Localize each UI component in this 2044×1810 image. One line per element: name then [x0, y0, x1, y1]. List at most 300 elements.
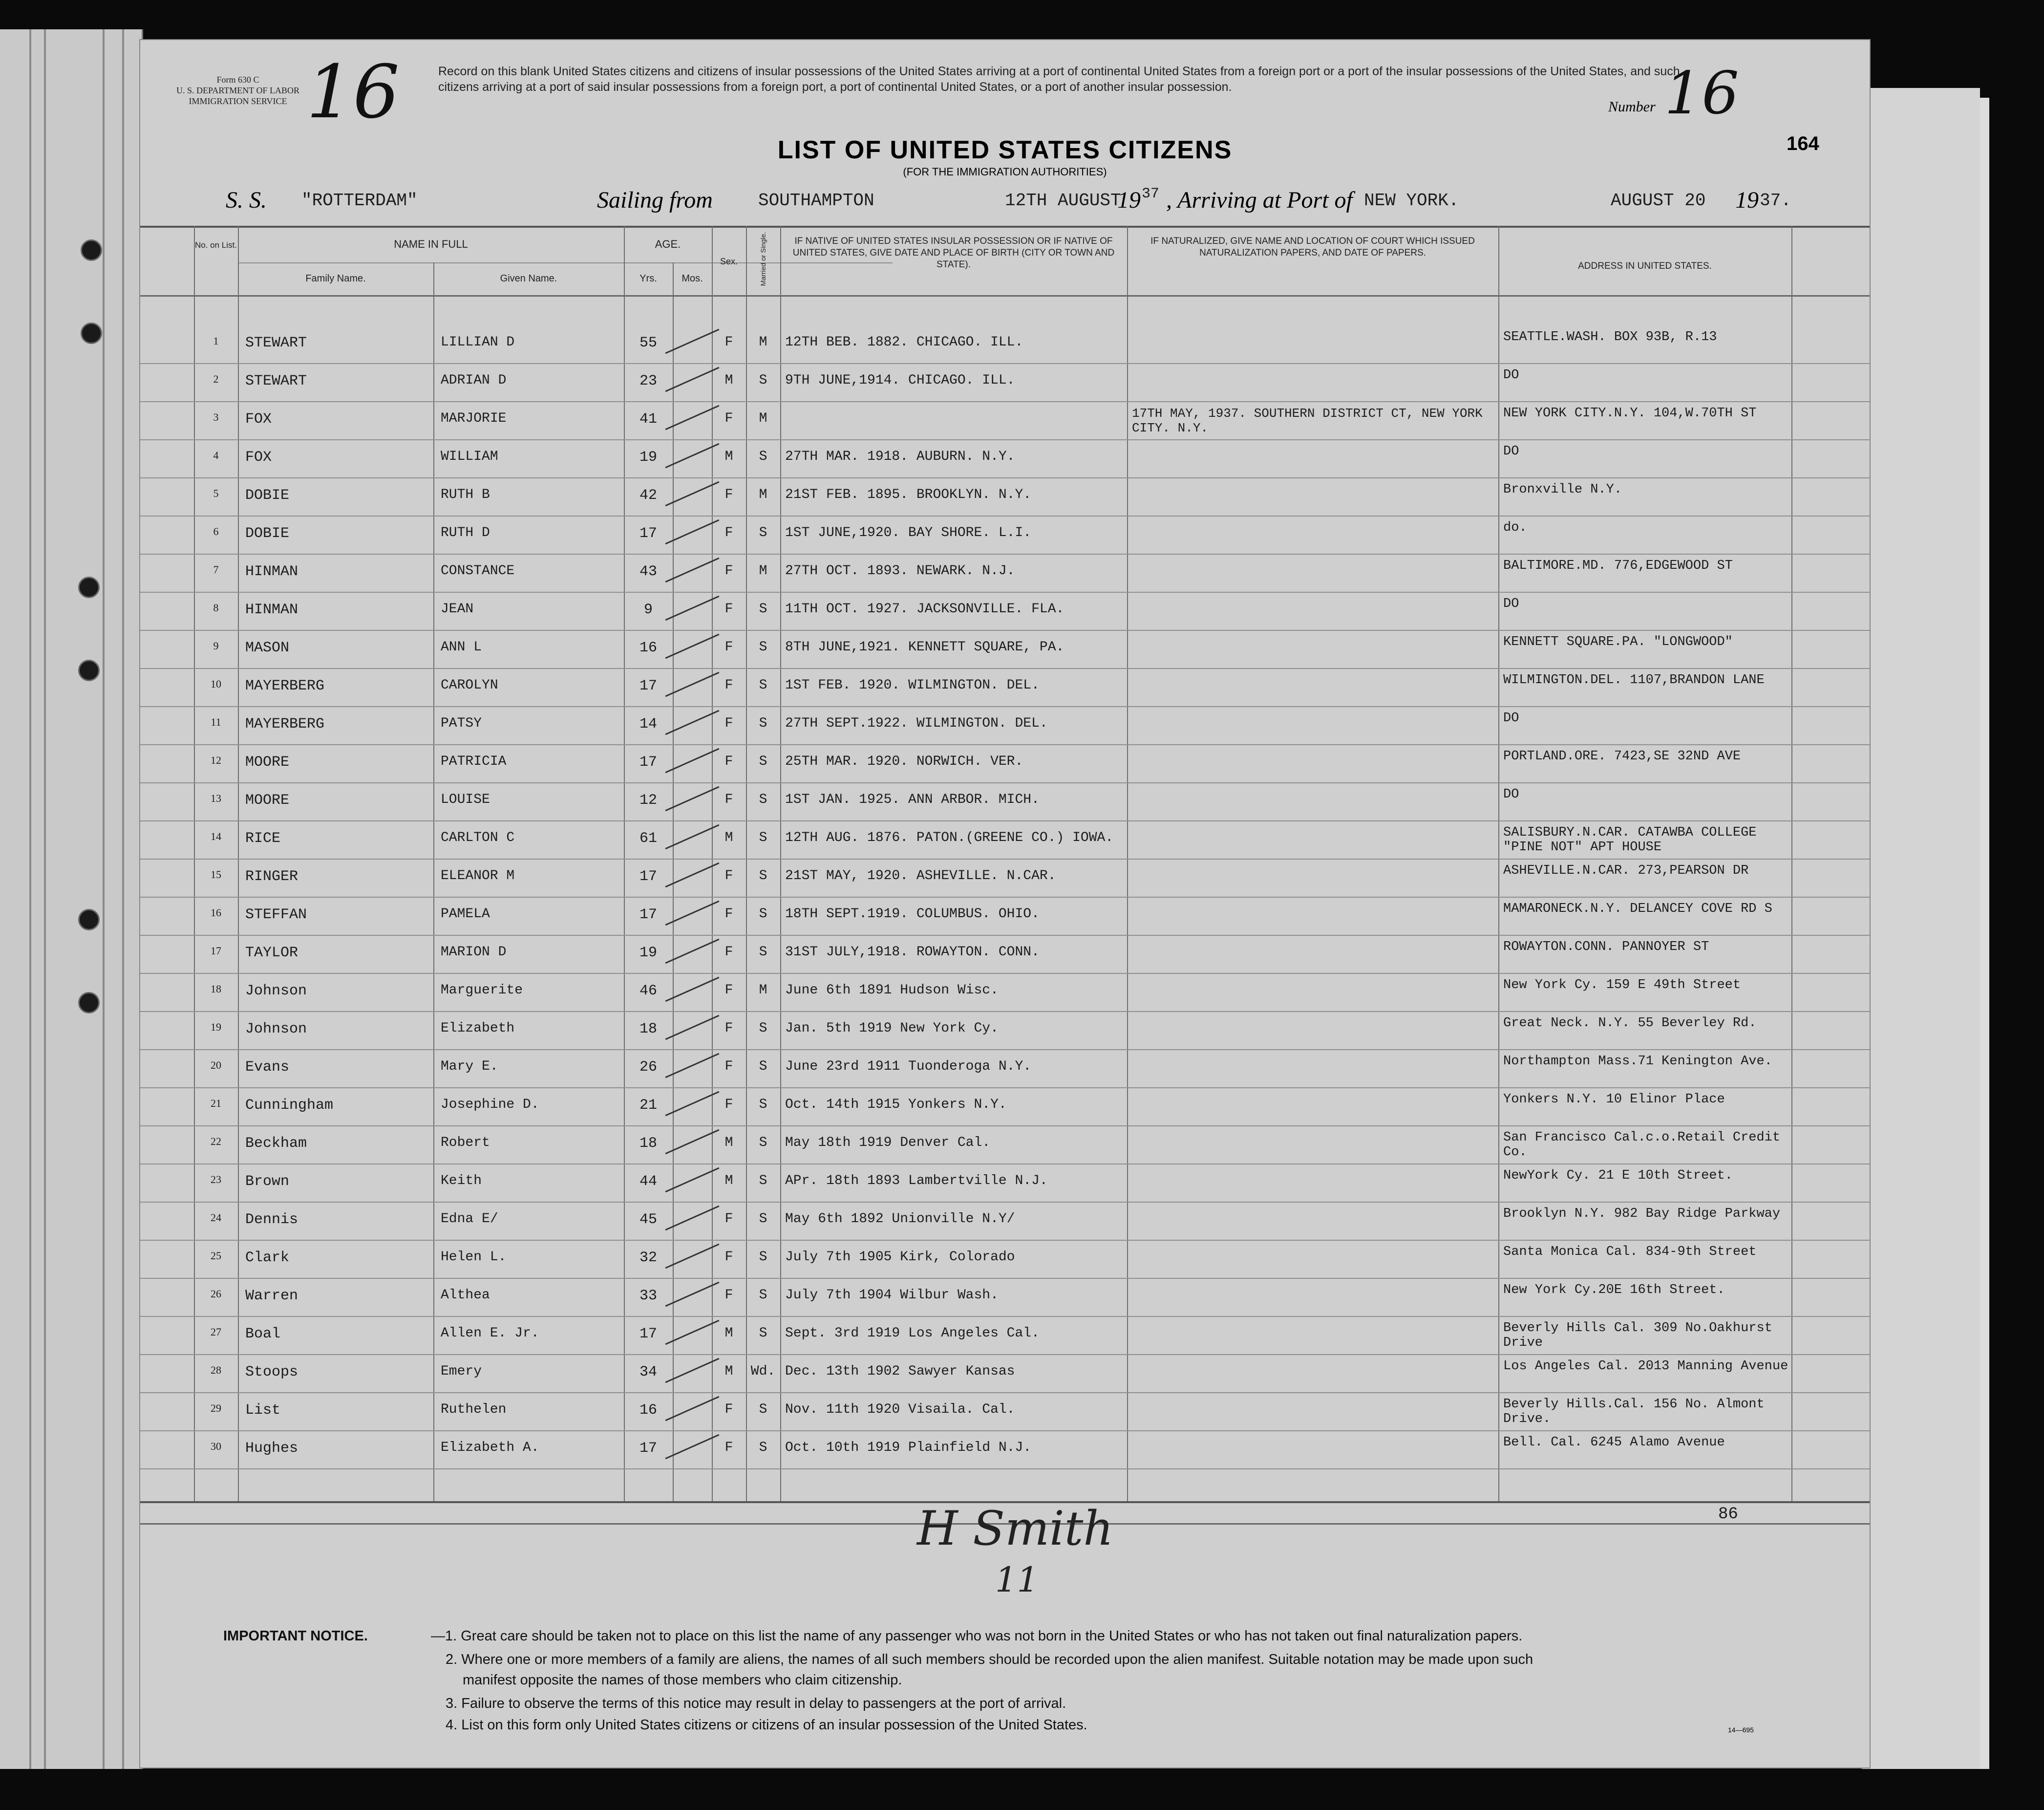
cell-family: TAYLOR — [245, 945, 298, 961]
check-mark — [665, 1167, 720, 1193]
check-mark — [665, 634, 720, 659]
cell-given: LOUISE — [441, 792, 490, 807]
cell-birth: APr. 18th 1893 Lambertville N.J. — [785, 1173, 1048, 1188]
cell-ms: M — [759, 335, 767, 350]
cell-birth: 8TH JUNE,1921. KENNETT SQUARE, PA. — [785, 640, 1065, 655]
cell-nat: 17TH MAY, 1937. SOUTHERN DISTRICT CT, NEW YORK CITY. N.Y. — [1132, 406, 1483, 435]
table-row — [140, 1355, 1870, 1393]
cell-sex: F — [724, 525, 733, 540]
cell-family: List — [245, 1402, 281, 1419]
notice-item-2-cont: manifest opposite the names of those members who claim citizenship. — [463, 1672, 902, 1688]
cell-age: 16 — [639, 640, 657, 656]
cell-no: 15 — [211, 868, 221, 881]
cell-sex: F — [724, 1250, 733, 1265]
cell-sex: F — [724, 1402, 733, 1417]
cell-given: LILLIAN D — [441, 335, 515, 350]
manifest-page — [139, 39, 1871, 1768]
cell-addr: Great Neck. N.Y. 55 Beverley Rd. — [1503, 1016, 1757, 1031]
check-mark — [665, 1244, 720, 1269]
check-mark — [665, 1320, 720, 1345]
cell-given: Helen L. — [441, 1250, 507, 1265]
cell-birth: 21ST MAY, 1920. ASHEVILLE. N.CAR. — [785, 868, 1056, 883]
cell-given: ANN L — [441, 640, 482, 655]
header-number: No. on List. — [195, 240, 237, 250]
notice-code: 14—695 — [1728, 1726, 1754, 1734]
cell-no: 13 — [211, 792, 221, 804]
cell-addr: Beverly Hills.Cal. 156 No. Almont Drive. — [1503, 1397, 1765, 1426]
check-mark — [665, 824, 720, 850]
cell-addr: BALTIMORE.MD. 776,EDGEWOOD ST — [1503, 559, 1733, 573]
cell-addr: Beverly Hills Cal. 309 No.Oakhurst Drive — [1503, 1321, 1772, 1350]
table-row — [140, 783, 1870, 821]
cell-addr: San Francisco Cal.c.o.Retail Credit Co. — [1503, 1130, 1781, 1160]
header-family-name: Family Name. — [305, 273, 366, 284]
underlying-page — [1861, 88, 1980, 1769]
page-stamp: 164 — [1787, 133, 1819, 154]
cell-age: 45 — [639, 1211, 657, 1228]
cell-given: Elizabeth A. — [441, 1440, 539, 1455]
table-row — [140, 669, 1870, 707]
cell-addr: New York Cy.20E 16th Street. — [1503, 1283, 1725, 1297]
cell-addr: Brooklyn N.Y. 982 Bay Ridge Parkway — [1503, 1207, 1781, 1221]
cell-addr: DO — [1503, 597, 1519, 611]
cell-ms: M — [759, 563, 767, 579]
cell-ms: S — [759, 1173, 767, 1188]
cell-addr: PORTLAND.ORE. 7423,SE 32ND AVE — [1503, 749, 1741, 764]
punch-hole — [78, 909, 100, 930]
cell-birth: Oct. 14th 1915 Yonkers N.Y. — [785, 1097, 1007, 1112]
cell-birth: 1ST FEB. 1920. WILMINGTON. DEL. — [785, 678, 1040, 693]
cell-given: PATSY — [441, 716, 482, 731]
check-mark — [665, 977, 720, 1002]
cell-given: Allen E. Jr. — [441, 1326, 539, 1341]
cell-family: DOBIE — [245, 525, 290, 542]
header-age: AGE. — [655, 238, 681, 250]
cell-addr: MAMARONECK.N.Y. DELANCEY COVE RD S — [1503, 902, 1772, 916]
check-mark — [665, 748, 720, 774]
cell-family: Brown — [245, 1173, 290, 1190]
cell-family: MOORE — [245, 792, 290, 809]
cell-birth: May 6th 1892 Unionville N.Y/ — [785, 1211, 1015, 1227]
cell-given: Ruthelen — [441, 1402, 507, 1417]
cell-addr: DO — [1503, 711, 1519, 726]
cell-ms: S — [759, 449, 767, 464]
cell-ms: S — [759, 830, 767, 845]
cell-sex: F — [724, 868, 733, 883]
cell-birth: Jan. 5th 1919 New York Cy. — [785, 1021, 999, 1036]
arrival-year: 37. — [1760, 191, 1791, 211]
cell-age: 14 — [639, 716, 657, 733]
cell-age: 55 — [639, 335, 657, 351]
cell-no: 25 — [211, 1250, 221, 1262]
cell-sex: F — [724, 792, 733, 807]
cell-ms: S — [759, 525, 767, 540]
cell-sex: F — [724, 411, 733, 426]
cell-no: 27 — [211, 1326, 221, 1338]
cell-addr: DO — [1503, 787, 1519, 802]
cell-ms: S — [759, 1250, 767, 1265]
check-mark — [665, 862, 720, 888]
cell-family: Johnson — [245, 983, 307, 999]
cell-family: Hughes — [245, 1440, 298, 1457]
cell-birth: 1ST JUNE,1920. BAY SHORE. L.I. — [785, 525, 1032, 540]
table-row — [140, 1203, 1870, 1241]
header-naturalized: IF NATURALIZED, GIVE NAME AND LOCATION OF COURT WHICH ISSUED NATURALIZATION PAPERS, AND DATE OF PAPERS. — [1150, 236, 1475, 258]
passenger-table-body — [140, 326, 1870, 1499]
cell-ms: Wd. — [750, 1364, 776, 1379]
cell-given: CARLTON C — [441, 830, 515, 845]
cell-sex: F — [724, 1059, 733, 1074]
ship-name: "ROTTERDAM" — [301, 191, 418, 211]
check-mark — [665, 596, 720, 621]
cell-given: JEAN — [441, 602, 474, 617]
cell-given: MARJORIE — [441, 411, 507, 426]
arrival-port: NEW YORK. — [1364, 191, 1459, 211]
punch-hole — [81, 323, 102, 344]
check-mark — [665, 1396, 720, 1422]
cell-age: 18 — [639, 1135, 657, 1152]
cell-age: 19 — [639, 449, 657, 466]
cell-given: Edna E/ — [441, 1211, 498, 1227]
header-given-name: Given Name. — [500, 273, 557, 284]
cell-no: 28 — [211, 1364, 221, 1376]
cell-given: Josephine D. — [441, 1097, 539, 1112]
cell-ms: S — [759, 1288, 767, 1303]
check-mark — [665, 1358, 720, 1383]
cell-age: 41 — [639, 411, 657, 428]
cell-birth: July 7th 1904 Wilbur Wash. — [785, 1288, 999, 1303]
cell-no: 19 — [211, 1021, 221, 1033]
handwritten-mark: 11 — [995, 1560, 1039, 1600]
cell-sex: F — [724, 563, 733, 579]
cell-no: 8 — [213, 602, 219, 614]
cell-age: 21 — [639, 1097, 657, 1114]
cell-no: 7 — [213, 563, 219, 576]
cell-age: 34 — [639, 1364, 657, 1380]
cell-birth: Sept. 3rd 1919 Los Angeles Cal. — [785, 1326, 1040, 1341]
notice-item-4: 4. List on this form only United States citizens or citizens of an insular possession of the United States. — [446, 1717, 1087, 1733]
table-row — [140, 974, 1870, 1012]
header-name-in-full: NAME IN FULL — [394, 238, 468, 250]
sailing-year: 37 — [1142, 186, 1160, 202]
cell-addr: Bell. Cal. 6245 Alamo Avenue — [1503, 1435, 1725, 1450]
cell-addr: NewYork Cy. 21 E 10th Street. — [1503, 1168, 1733, 1183]
notice-item-3: 3. Failure to observe the terms of this notice may result in delay to passengers at the port of arrival. — [446, 1696, 1066, 1711]
cell-given: Keith — [441, 1173, 482, 1188]
notice-item-2: 2. Where one or more members of a family are aliens, the names of all such members should be recorded upon the alien manifest. Suitable notation may be made upon such — [446, 1652, 1533, 1667]
cell-ms: M — [759, 983, 767, 998]
punch-hole — [78, 992, 100, 1013]
cell-family: MAYERBERG — [245, 678, 325, 694]
cell-ms: S — [759, 678, 767, 693]
cell-addr: do. — [1503, 520, 1527, 535]
cell-family: RICE — [245, 830, 281, 847]
header-address: ADDRESS IN UNITED STATES. — [1578, 261, 1712, 271]
cell-no: 17 — [211, 945, 221, 957]
cell-given: RUTH B — [441, 487, 490, 502]
table-row — [140, 1050, 1870, 1088]
cell-birth: 12TH BEB. 1882. CHICAGO. ILL. — [785, 335, 1023, 350]
punch-hole — [81, 239, 102, 261]
cell-given: Emery — [441, 1364, 482, 1379]
cell-given: ADRIAN D — [441, 373, 507, 388]
header-years: Yrs. — [639, 273, 657, 284]
cell-birth: Nov. 11th 1920 Visaila. Cal. — [785, 1402, 1015, 1417]
cell-age: 32 — [639, 1250, 657, 1266]
cell-age: 44 — [639, 1173, 657, 1190]
cell-given: ELEANOR M — [441, 868, 515, 883]
cell-no: 16 — [211, 906, 221, 919]
cell-sex: F — [724, 1021, 733, 1036]
cell-family: Dennis — [245, 1211, 298, 1228]
cell-ms: S — [759, 1021, 767, 1036]
cell-age: 16 — [639, 1402, 657, 1419]
notice-heading: IMPORTANT NOTICE. — [223, 1628, 368, 1644]
cell-addr: SEATTLE.WASH. BOX 93B, R.13 — [1503, 330, 1717, 345]
cell-age: 12 — [639, 792, 657, 809]
table-row — [140, 860, 1870, 898]
cell-addr: WILMINGTON.DEL. 1107,BRANDON LANE — [1503, 673, 1765, 688]
cell-age: 9 — [643, 602, 653, 618]
cell-age: 17 — [639, 1440, 657, 1457]
cell-sex: M — [724, 449, 733, 464]
cell-age: 19 — [639, 945, 657, 961]
check-mark — [665, 519, 720, 545]
header-sex: Sex. — [720, 257, 738, 266]
page-title: LIST OF UNITED STATES CITIZENS — [777, 136, 1233, 164]
cell-addr: Northampton Mass.71 Kenington Ave. — [1503, 1054, 1772, 1069]
cell-no: 21 — [211, 1097, 221, 1109]
cell-ms: S — [759, 792, 767, 807]
cell-family: RINGER — [245, 868, 298, 885]
cell-family: Boal — [245, 1326, 281, 1342]
cell-birth: June 6th 1891 Hudson Wisc. — [785, 983, 999, 998]
check-mark — [665, 443, 720, 469]
punch-hole — [78, 660, 100, 681]
cell-given: CONSTANCE — [441, 563, 515, 579]
check-mark — [665, 939, 720, 964]
cell-addr: SALISBURY.N.CAR. CATAWBA COLLEGE "PINE NOT" APT HOUSE — [1503, 825, 1757, 855]
cell-no: 6 — [213, 525, 219, 538]
check-mark — [665, 329, 720, 354]
cell-no: 23 — [211, 1173, 221, 1185]
cell-age: 46 — [639, 983, 657, 999]
sailing-date: 12TH AUGUST — [1005, 191, 1121, 211]
row-rule — [140, 1468, 1870, 1469]
cell-sex: F — [724, 983, 733, 998]
form-instructions: Record on this blank United States citizens and citizens of insular possessions of the United States arriving at a port of continental United States from a foreign port or a port of the insular possessions of the United States, and such citizens arriving at a port of said insular possessions from a foreign port, a port of continental United States, or a port of another insular possession. — [438, 65, 1680, 94]
cell-given: Althea — [441, 1288, 490, 1303]
check-mark — [665, 405, 720, 431]
passenger-count: 86 — [1718, 1505, 1738, 1524]
cell-sex: M — [724, 830, 733, 845]
year-prefix: 19 — [1117, 187, 1141, 213]
check-mark — [665, 672, 720, 697]
cell-birth: 27TH OCT. 1893. NEWARK. N.J. — [785, 563, 1015, 579]
cell-sex: F — [724, 1288, 733, 1303]
cell-ms: S — [759, 1059, 767, 1074]
table-row — [140, 1164, 1870, 1203]
table-row — [140, 593, 1870, 631]
cell-sex: F — [724, 945, 733, 960]
cell-birth: 11TH OCT. 1927. JACKSONVILLE. FLA. — [785, 602, 1065, 617]
cell-family: Beckham — [245, 1135, 307, 1152]
cell-family: Evans — [245, 1059, 290, 1076]
cell-no: 24 — [211, 1211, 221, 1224]
cell-no: 9 — [213, 640, 219, 652]
page-subtitle: (FOR THE IMMIGRATION AUTHORITIES) — [903, 166, 1107, 178]
cell-no: 18 — [211, 983, 221, 995]
header-married-single: Married or Single. — [759, 232, 767, 286]
header-months: Mos. — [681, 273, 703, 284]
form-service: IMMIGRATION SERVICE — [189, 96, 287, 106]
cell-addr: ASHEVILLE.N.CAR. 273,PEARSON DR — [1503, 863, 1749, 878]
punch-hole — [78, 577, 100, 598]
cell-age: 18 — [639, 1021, 657, 1037]
cell-family: Cunningham — [245, 1097, 334, 1114]
cell-sex: M — [724, 373, 733, 388]
cell-sex: M — [724, 1364, 733, 1379]
cell-no: 3 — [213, 411, 219, 423]
cell-sex: F — [724, 487, 733, 502]
check-mark — [665, 1206, 720, 1231]
cell-age: 23 — [639, 373, 657, 389]
cell-family: MOORE — [245, 754, 290, 771]
table-row — [140, 631, 1870, 669]
cell-sex: F — [724, 640, 733, 655]
form-id-block — [174, 74, 301, 107]
cell-no: 4 — [213, 449, 219, 461]
check-mark — [665, 1015, 720, 1040]
cell-given: Mary E. — [441, 1059, 498, 1074]
cell-age: 17 — [639, 906, 657, 923]
table-row — [140, 936, 1870, 974]
sailing-from: SOUTHAMPTON — [758, 191, 874, 211]
cell-birth: 31ST JULY,1918. ROWAYTON. CONN. — [785, 945, 1040, 960]
cell-given: CAROLYN — [441, 678, 498, 693]
cell-no: 1 — [213, 335, 219, 347]
cell-ms: S — [759, 1211, 767, 1227]
cell-family: HINMAN — [245, 563, 298, 580]
cell-no: 22 — [211, 1135, 221, 1147]
ss-label: S. S. — [226, 187, 267, 213]
check-mark — [665, 1282, 720, 1307]
cell-family: Clark — [245, 1250, 290, 1266]
cell-no: 12 — [211, 754, 221, 766]
cell-birth: 25TH MAR. 1920. NORWICH. VER. — [785, 754, 1023, 769]
check-mark — [665, 367, 720, 392]
check-mark — [665, 786, 720, 812]
binder-edge — [0, 29, 143, 1769]
cell-birth: July 7th 1905 Kirk, Colorado — [785, 1250, 1015, 1265]
cell-ms: S — [759, 868, 767, 883]
cell-age: 33 — [639, 1288, 657, 1304]
cell-sex: M — [724, 1173, 733, 1188]
cell-addr: Santa Monica Cal. 834-9th Street — [1503, 1245, 1757, 1259]
cell-given: PAMELA — [441, 906, 490, 922]
cell-given: WILLIAM — [441, 449, 498, 464]
cell-family: MAYERBERG — [245, 716, 325, 733]
cell-family: HINMAN — [245, 602, 298, 618]
cell-birth: 9TH JUNE,1914. CHICAGO. ILL. — [785, 373, 1015, 388]
table-row — [140, 364, 1870, 402]
table-row — [140, 898, 1870, 936]
cell-sex: F — [724, 678, 733, 693]
cell-age: 42 — [639, 487, 657, 504]
cell-family: FOX — [245, 449, 272, 466]
cell-no: 11 — [211, 716, 221, 728]
cell-ms: M — [759, 411, 767, 426]
table-row — [140, 1279, 1870, 1317]
cell-ms: S — [759, 1135, 767, 1150]
handwritten-sheet-number: 16 — [306, 50, 400, 135]
table-row — [140, 707, 1870, 745]
table-row — [140, 1241, 1870, 1279]
cell-birth: 1ST JAN. 1925. ANN ARBOR. MICH. — [785, 792, 1040, 807]
arrival-date: AUGUST 20 — [1611, 191, 1706, 211]
cell-birth: June 23rd 1911 Tuonderoga N.Y. — [785, 1059, 1032, 1074]
cell-sex: F — [724, 335, 733, 350]
cell-given: PATRICIA — [441, 754, 507, 769]
cell-ms: S — [759, 640, 767, 655]
cell-sex: F — [724, 754, 733, 769]
cell-ms: S — [759, 1440, 767, 1455]
cell-ms: S — [759, 373, 767, 388]
check-mark — [665, 1091, 720, 1117]
cell-ms: S — [759, 1326, 767, 1341]
cell-family: Johnson — [245, 1021, 307, 1037]
table-row — [140, 517, 1870, 555]
cell-family: Stoops — [245, 1364, 298, 1380]
cell-no: 26 — [211, 1288, 221, 1300]
cell-addr: KENNETT SQUARE.PA. "LONGWOOD" — [1503, 635, 1733, 649]
cell-birth: 21ST FEB. 1895. BROOKLYN. N.Y. — [785, 487, 1032, 502]
cell-addr: ROWAYTON.CONN. PANNOYER ST — [1503, 940, 1709, 954]
cell-birth: 12TH AUG. 1876. PATON.(GREENE CO.) IOWA. — [785, 830, 1114, 845]
check-mark — [665, 710, 720, 735]
number-value: 16 — [1664, 60, 1739, 128]
check-mark — [665, 1053, 720, 1078]
cell-sex: F — [724, 716, 733, 731]
cell-birth: Dec. 13th 1902 Sawyer Kansas — [785, 1364, 1015, 1379]
form-number: Form 630 C — [216, 75, 259, 85]
cell-birth: May 18th 1919 Denver Cal. — [785, 1135, 991, 1150]
cell-addr: Bronxville N.Y. — [1503, 482, 1622, 497]
cell-ms: S — [759, 906, 767, 922]
cell-family: Warren — [245, 1288, 298, 1304]
sailing-label: Sailing from — [597, 187, 713, 213]
cell-sex: F — [724, 1440, 733, 1455]
cell-age: 17 — [639, 678, 657, 694]
cell-addr: New York Cy. 159 E 49th Street — [1503, 978, 1741, 992]
table-row — [140, 478, 1870, 517]
number-label: Number — [1608, 99, 1656, 115]
arrival-year-prefix: 19 — [1735, 187, 1759, 213]
cell-no: 30 — [211, 1440, 221, 1452]
table-row — [140, 745, 1870, 783]
cell-sex: F — [724, 906, 733, 922]
cell-ms: S — [759, 716, 767, 731]
cell-age: 43 — [639, 563, 657, 580]
cell-addr: DO — [1503, 368, 1519, 383]
cell-no: 20 — [211, 1059, 221, 1071]
cell-sex: M — [724, 1326, 733, 1341]
header-birth: IF NATIVE OF UNITED STATES INSULAR POSSESSION OR IF NATIVE OF UNITED STATES, GIVE DATE AND PLACE OF BIRTH (CITY OR TOWN AND STATE). — [792, 236, 1115, 270]
cell-no: 29 — [211, 1402, 221, 1414]
table-row — [140, 1393, 1870, 1431]
cell-birth: Oct. 10th 1919 Plainfield N.J. — [785, 1440, 1032, 1455]
cell-addr: DO — [1503, 444, 1519, 459]
